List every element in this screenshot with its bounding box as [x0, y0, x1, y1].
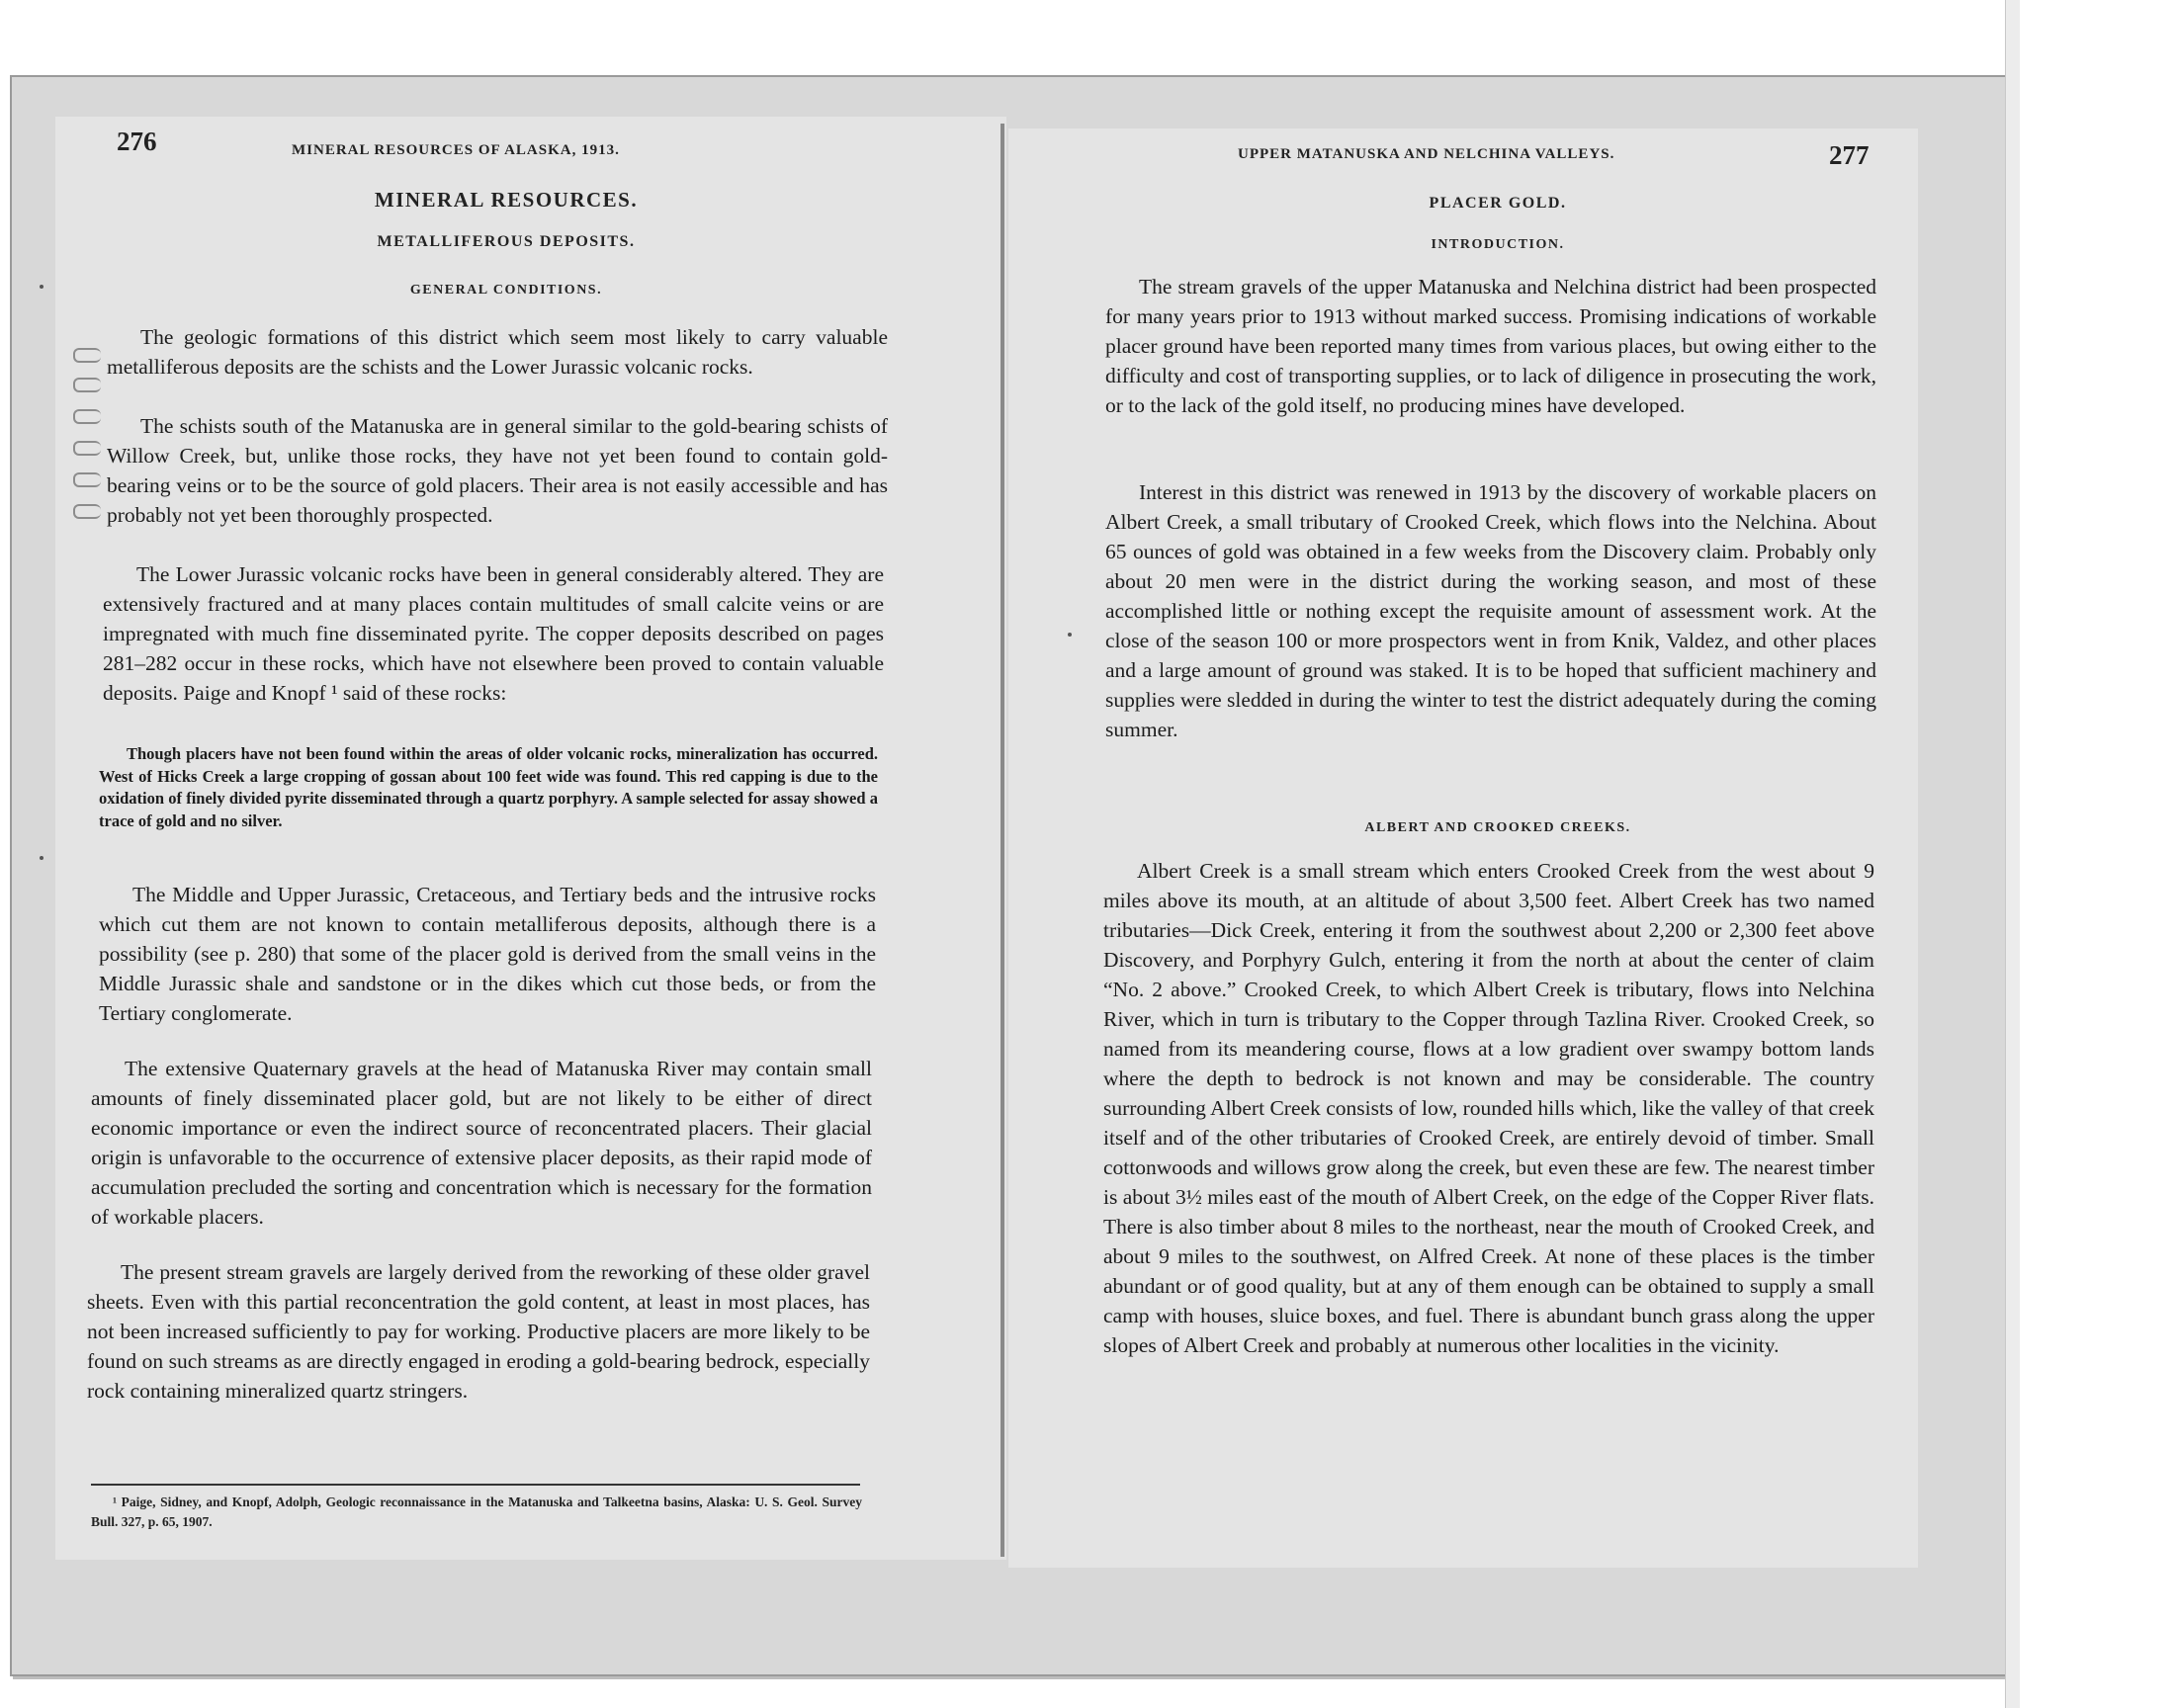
left-footnote: ¹ Paige, Sidney, and Knopf, Adolph, Geologic reconnaissance in the Matanuska and Talkeetna basins, Alaska: U. S. Geol. Survey Bull. 327, p. 65, 1907. [91, 1494, 862, 1529]
right-heading-sub: INTRODUCTION. [1431, 237, 1565, 252]
right-running-head: UPPER MATANUSKA AND NELCHINA VALLEYS. [1238, 146, 1615, 162]
margin-dot [1068, 633, 1072, 637]
right-heading-small: ALBERT AND CROOKED CREEKS. [1364, 820, 1631, 835]
right-paragraph-3: Albert Creek is a small stream which enters Crooked Creek from the west about 9 miles above its mouth, at an altitude of about 3,500 feet. Albert Creek has two named tributaries—Dick Creek, entering it from the southwest about 2,200 or 2,300 feet above Discovery, and Porphyry Gulch, entering it from the north at about the center of claim “No. 2 above.” Crooked Creek, to which Albert Creek is tributary, flows into Nelchina River, which in turn is tributary to the Copper through Tazlina River. Crooked Creek, so named from its meandering course, flows at a low gradient over swampy bottom lands where the depth to bedrock is not known and may be considerable. The country surrounding Albert Creek consists of low, rounded hills which, like the valley of that creek itself and of the other tributaries of Crooked Creek, are entirely devoid of timber. Small cottonwoods and willows grow along the creek, but even these are few. The nearest timber is about 3½ miles east of the mouth of Albert Creek, on the edge of the Copper River flats. There is also timber about 8 miles to the northeast, near the mouth of Crooked Creek, and about 9 miles to the southwest, on Alfred Creek. At none of these places is the timber abundant or of good quality, but at any of them enough can be obtained to supply a small camp with houses, sluice boxes, and fuel. There is abundant bunch grass along the upper slopes of Albert Creek and probably at numerous other localities in the vicinity. [1103, 859, 1874, 1357]
left-paragraph-5: The extensive Quaternary gravels at the head of Matanuska River may contain small amounts of finely disseminated placer gold, but are not likely to be either of direct economic importance or even the indirect source of reconcentrated placers. Their glacial origin is unfavorable to the occurrence of extensive placer deposits, as their rapid mode of accumulation precluded the sorting and concentration which is necessary for the formation of workable placers. [91, 1057, 872, 1229]
margin-dot [40, 856, 44, 860]
left-heading-main: MINERAL RESOURCES. [374, 188, 639, 212]
left-paragraph-3: The Lower Jurassic volcanic rocks have been in general considerably altered. They are extensively fractured and at many places contain multitudes of small calcite veins or are impregnated with much fine disseminated pyrite. The copper deposits described on pages 281–282 occur in these rocks, which have not elsewhere been proved to contain valuable deposits. Paige and Knopf ¹ said of these rocks: [103, 562, 884, 705]
binding-mark [73, 378, 101, 392]
binding-mark [73, 441, 101, 456]
left-running-head: MINERAL RESOURCES OF ALASKA, 1913. [292, 142, 620, 158]
left-heading-sub: METALLIFEROUS DEPOSITS. [377, 233, 636, 250]
right-paragraph-2: Interest in this district was renewed in 1913 by the discovery of workable placers on Albert Creek, a small tributary of Crooked Creek, which flows into the Nelchina. About 65 ounces of gold was obtained in a few weeks from the Discovery claim. Probably only about 20 men were in the district during the working season, and most of these accomplished little or nothing except the requisite amount of assessment work. At the close of the season 100 or more prospectors went in from Knik, Valdez, and other places and a large amount of ground was staked. It is to be hoped that sufficient machinery and supplies were sledded in during the winter to test the district adequately during the coming summer. [1105, 480, 1876, 741]
margin-dot [40, 285, 44, 289]
left-block-quote: Though placers have not been found within the areas of older volcanic rocks, mineralization has occurred. West of Hicks Creek a large cropping of gossan about 100 feet wide was found. This red capping is due to the oxidation of finely divided pyrite disseminated through a quartz porphyry. A sample selected for assay showed a trace of gold and no silver. [99, 744, 878, 830]
book-gutter [1000, 124, 1004, 1557]
binding-mark [73, 504, 101, 519]
binding-mark [73, 409, 101, 424]
left-paragraph-6: The present stream gravels are largely derived from the reworking of these older gravel sheets. Even with this partial reconcentration the gold content, at least in most places, has not been increased sufficiently to pay for working. Productive placers are more likely to be found on such streams as are directly engaged in eroding a gold-bearing bedrock, especially rock containing mineralized quartz stringers. [87, 1260, 870, 1403]
right-heading-main: PLACER GOLD. [1429, 195, 1567, 212]
left-paragraph-4: The Middle and Upper Jurassic, Cretaceous, and Tertiary beds and the intrusive rocks which cut them are not known to contain metalliferous deposits, although there is a possibility (see p. 280) that some of the placer gold is derived from the small veins in the Middle Jurassic shale and sandstone or in the dikes which cut those beds, or from the Tertiary conglomerate. [99, 883, 876, 1025]
binding-mark [73, 348, 101, 363]
left-paragraph-2: The schists south of the Matanuska are in general similar to the gold-bearing schists of Willow Creek, but, unlike those rocks, they have not yet been found to contain gold-bearing veins or to be the source of gold placers. Their area is not easily accessible and has probably not yet been thoroughly prospected. [107, 414, 888, 527]
binding-mark [73, 472, 101, 487]
right-page-number: 277 [1829, 140, 1870, 170]
left-page-number: 276 [117, 127, 157, 156]
scan-edge-strip [2005, 0, 2020, 1708]
left-paragraph-1: The geologic formations of this district which seem most likely to carry valuable metalliferous deposits are the schists and the Lower Jurassic volcanic rocks. [107, 325, 888, 379]
left-heading-small: GENERAL CONDITIONS. [409, 283, 603, 298]
footnote-rule [91, 1484, 860, 1486]
right-paragraph-1: The stream gravels of the upper Matanuska and Nelchina district had been prospected for many years prior to 1913 without marked success. Promising indications of workable placer ground have been reported many times from various places, but owing either to the difficulty and cost of transporting supplies, or to lack of diligence in prosecuting the work, or to the lack of the gold itself, no producing mines have developed. [1105, 275, 1876, 417]
